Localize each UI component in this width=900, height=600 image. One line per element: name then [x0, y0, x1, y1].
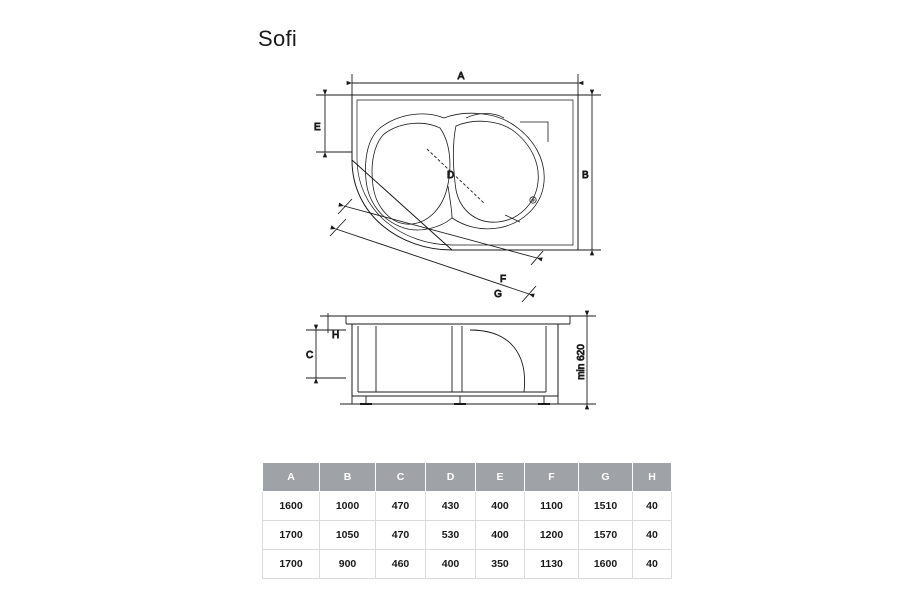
dimension-f — [338, 199, 543, 265]
cell-h: 40 — [633, 550, 672, 579]
table-header-f: F — [525, 463, 579, 492]
dimension-g — [330, 219, 536, 302]
label-f: F — [500, 274, 507, 285]
label-e: E — [314, 122, 321, 133]
cell-e: 400 — [476, 521, 525, 550]
cell-d: 530 — [426, 521, 476, 550]
dimension-a — [352, 74, 578, 95]
table-header-d: D — [426, 463, 476, 492]
table-header-a: A — [263, 463, 320, 492]
table-row — [263, 521, 672, 550]
cell-b: 1000 — [320, 492, 376, 521]
cell-f: 1200 — [525, 521, 579, 550]
cell-g: 1570 — [579, 521, 633, 550]
label-g: G — [494, 289, 502, 300]
cell-c: 470 — [376, 492, 426, 521]
cell-d: 430 — [426, 492, 476, 521]
cell-b: 1050 — [320, 521, 376, 550]
table-header-b: B — [320, 463, 376, 492]
label-a: A — [457, 71, 465, 82]
label-d: D — [447, 170, 455, 181]
cell-h: 40 — [633, 492, 672, 521]
dimensions-table — [262, 462, 672, 579]
cell-f: 1100 — [525, 492, 579, 521]
label-h: H — [332, 330, 340, 341]
dimension-d — [427, 149, 485, 204]
table-row — [263, 492, 672, 521]
label-b: B — [582, 170, 589, 181]
cell-a: 1700 — [263, 550, 320, 579]
table-header-row — [263, 463, 672, 492]
dimension-e — [316, 95, 352, 152]
cell-a: 1600 — [263, 492, 320, 521]
cell-d: 400 — [426, 550, 476, 579]
cell-g: 1510 — [579, 492, 633, 521]
label-c: C — [306, 350, 314, 361]
cell-c: 460 — [376, 550, 426, 579]
table-header-g: G — [579, 463, 633, 492]
cell-e: 350 — [476, 550, 525, 579]
top-view-basin — [366, 113, 548, 230]
table-header-e: E — [476, 463, 525, 492]
cell-e: 400 — [476, 492, 525, 521]
table-header-h: H — [633, 463, 672, 492]
cell-b: 900 — [320, 550, 376, 579]
cell-h: 40 — [633, 521, 672, 550]
page-title: Sofi — [258, 26, 298, 51]
table-row — [263, 550, 672, 579]
cell-a: 1700 — [263, 521, 320, 550]
cell-g: 1600 — [579, 550, 633, 579]
label-min-height: min 620 — [576, 344, 587, 380]
cell-c: 470 — [376, 521, 426, 550]
front-view-outline — [340, 316, 575, 404]
cell-f: 1130 — [525, 550, 579, 579]
table-header-c: C — [376, 463, 426, 492]
